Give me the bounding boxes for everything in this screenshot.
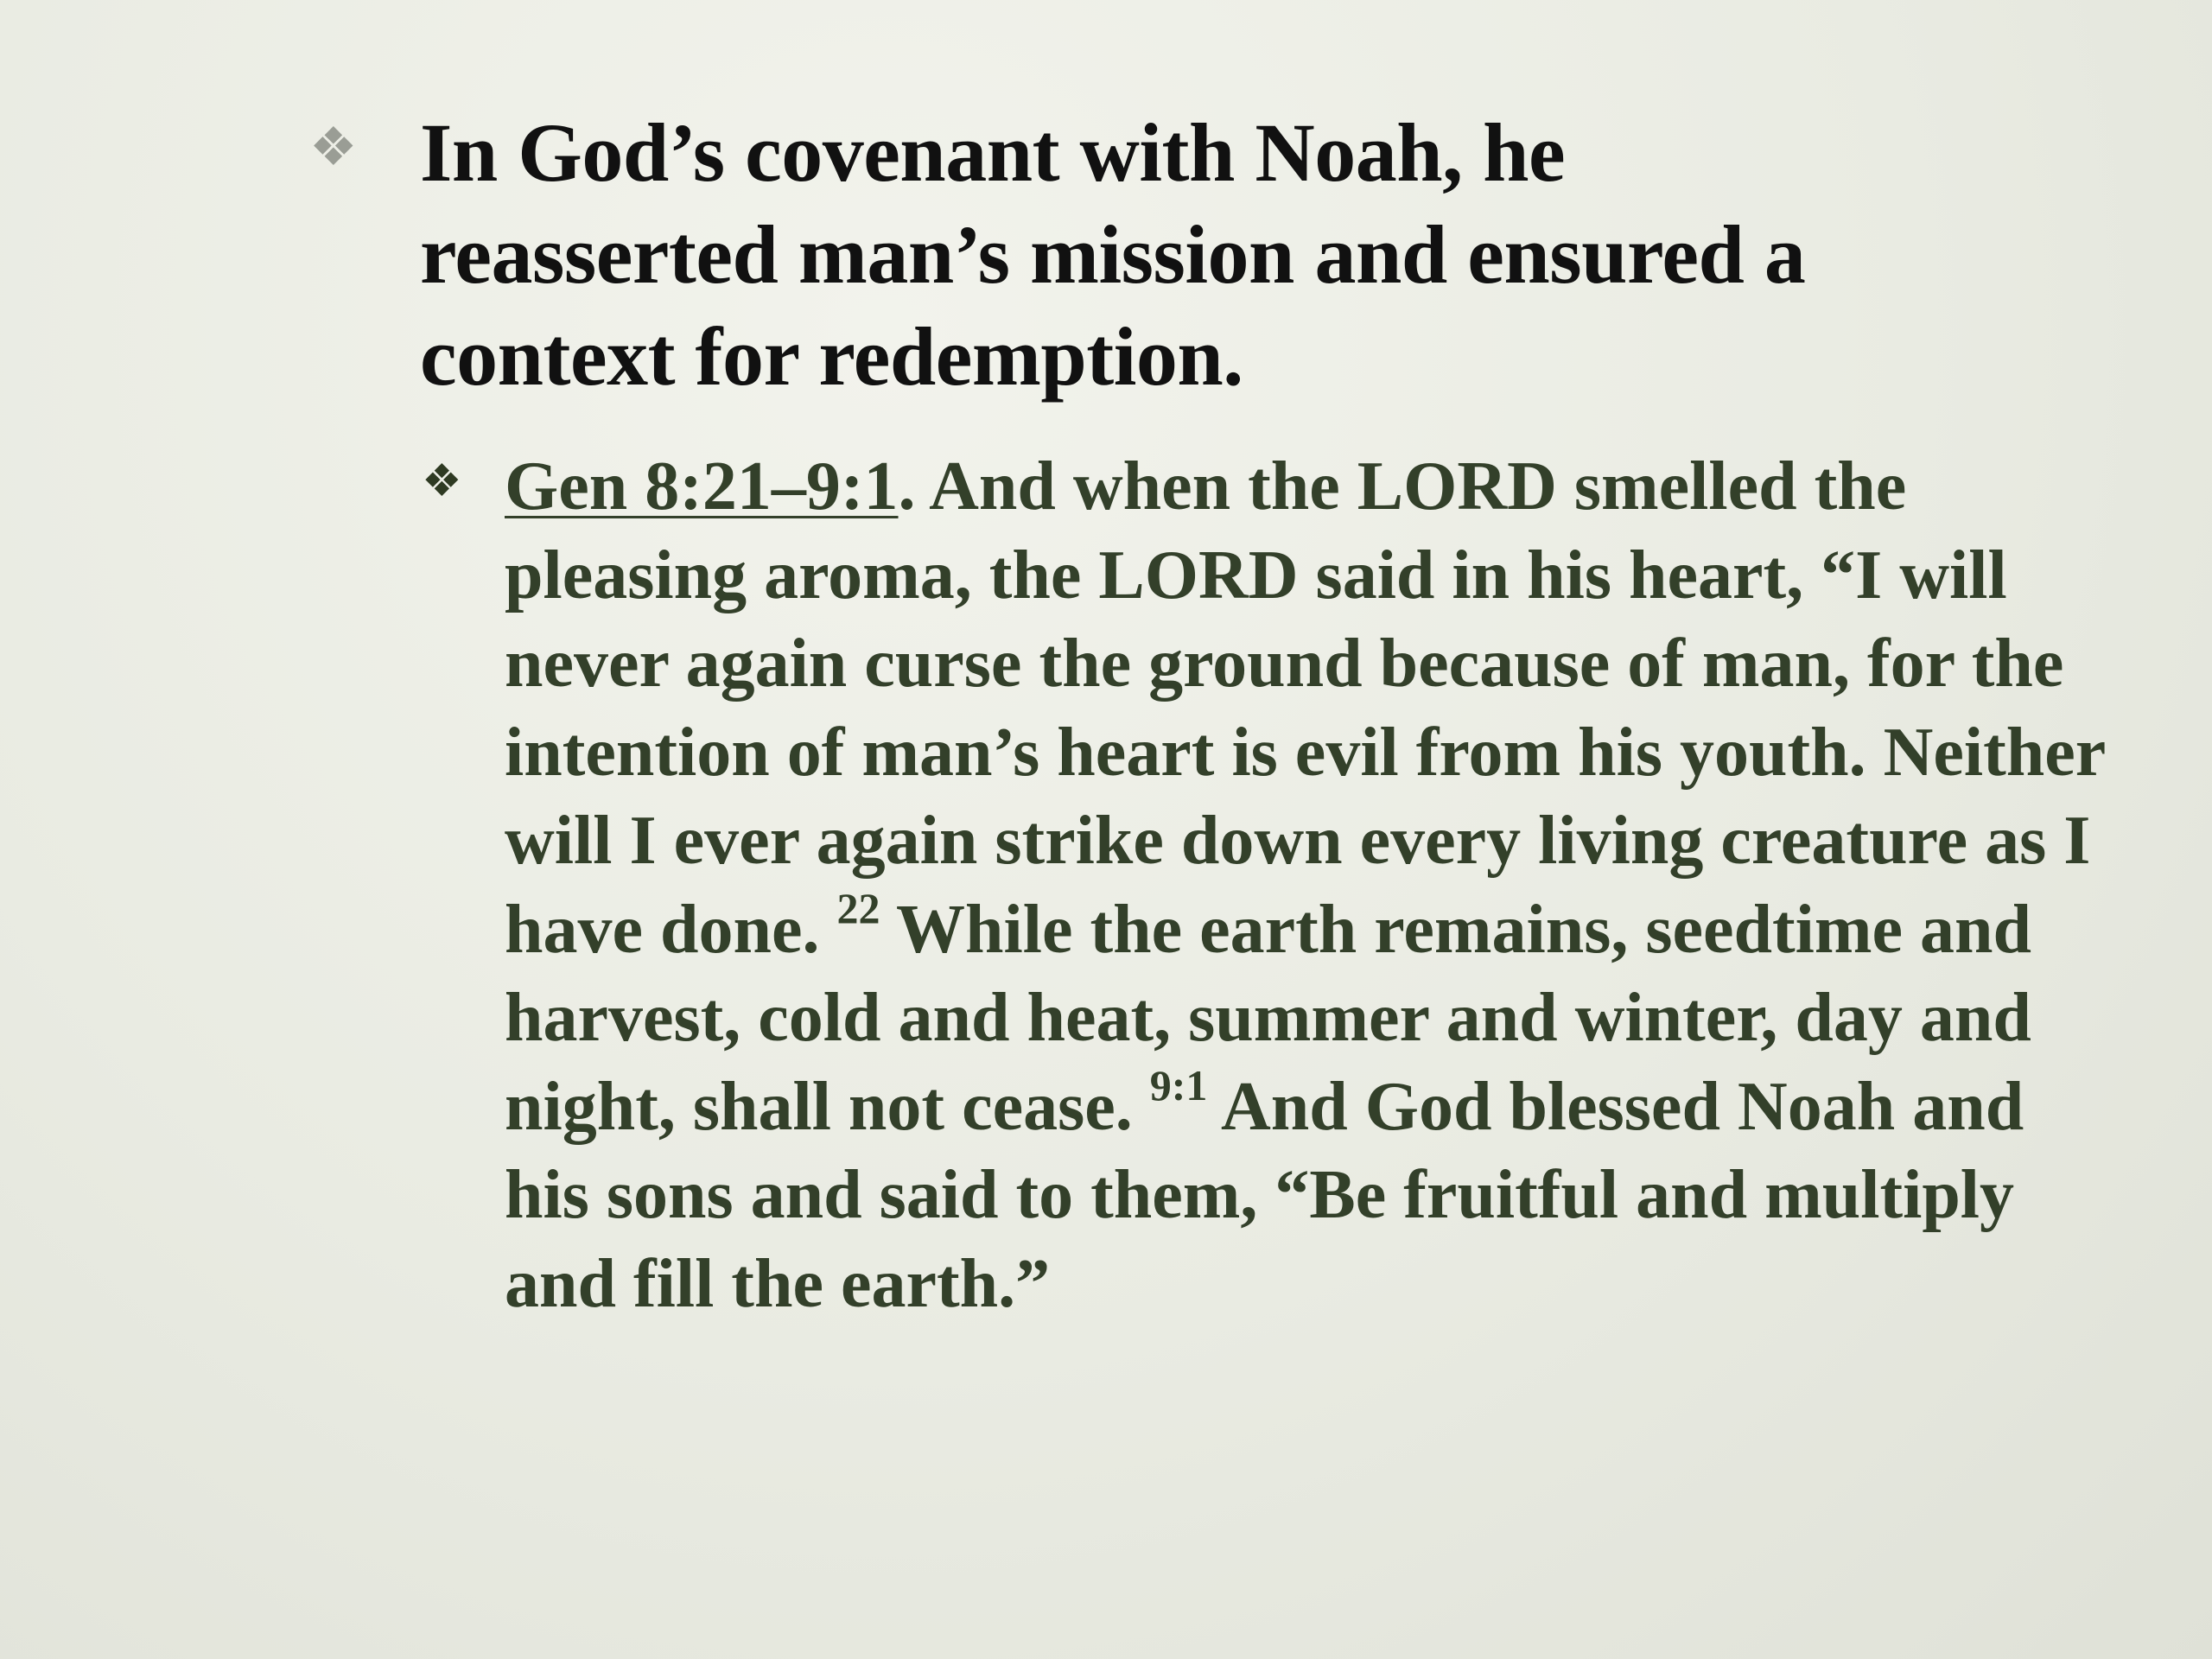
main-point-line-2: reasserted man’s mission and ensured a [420, 208, 1806, 301]
diamond-bullet-icon: ❖ [422, 457, 462, 506]
quote-text-part-1: . And when the LORD smelled the pleasing aroma, the LORD said in his heart, “I will never again curse the ground because of man, for the intention of man’s heart is evil from his youth. Neither will I ever again strike down every living creature as I have done. [505, 448, 2105, 968]
quote-text-part-2: While the earth remains, seedtime and harvest, cold and heat, summer and winter, day and night, shall not cease. [505, 891, 2031, 1145]
verse-number-22: 22 [836, 883, 880, 932]
main-point-line-1: In God’s covenant with Noah, he [420, 106, 1566, 199]
scripture-reference-link[interactable]: Gen 8:21–9:1 [505, 448, 899, 524]
diamond-bullet-icon: ❖ [309, 118, 358, 177]
scripture-quote [505, 442, 2112, 1328]
quote-text-part-3: And God blessed Noah and his sons and said to them, “Be fruitful and multiply and fill the earth.” [505, 1068, 2024, 1322]
main-point-text [420, 102, 2062, 408]
verse-number-9-1: 9:1 [1149, 1060, 1208, 1109]
main-point-line-3: context for redemption. [420, 310, 1243, 403]
